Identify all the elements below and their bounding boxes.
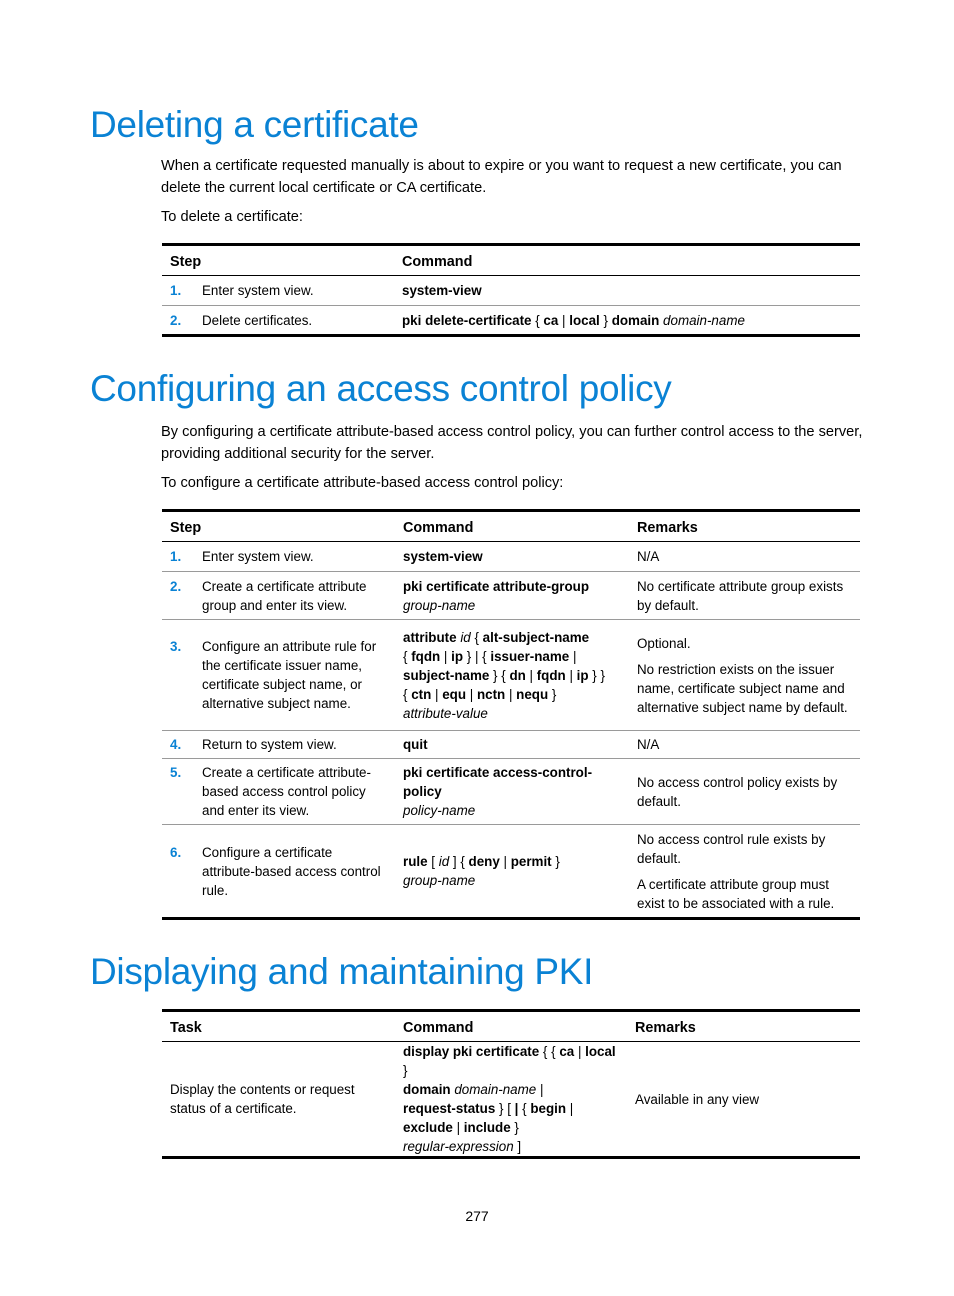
remark-line: No access control policy exists by default. bbox=[637, 774, 838, 809]
column-header-command: Command bbox=[403, 1020, 474, 1036]
command-cell: pki delete-certificate { ca | local } domain domain-name bbox=[402, 312, 745, 328]
column-header-step: Step bbox=[170, 254, 202, 270]
table-row bbox=[162, 1042, 860, 1158]
remark-line: A certificate attribute group must exist to be associated with a rule. bbox=[637, 876, 835, 911]
remarks-cell: Available in any view bbox=[635, 1091, 760, 1107]
step-number: 1. bbox=[170, 549, 182, 564]
command-cell: quit bbox=[403, 737, 428, 752]
command-cell: attribute id { alt-subject-name { fqdn | ip } | { issuer-name | subject-name } { dn | fqdn | ip } } { ctn | equ | nctn | nequ } attribute-value bbox=[403, 629, 605, 721]
step-number: 5. bbox=[170, 765, 182, 780]
section-title-access-control-policy: Configuring an access control policy bbox=[90, 368, 672, 409]
table-row bbox=[162, 276, 860, 306]
table-row bbox=[162, 759, 860, 825]
task-cell: Display the contents or request status of a certificate. bbox=[170, 1082, 355, 1116]
step-number: 2. bbox=[170, 578, 182, 594]
acp-table-body bbox=[162, 542, 860, 919]
table-row bbox=[162, 306, 860, 336]
command-cell: system-view bbox=[403, 549, 483, 564]
access-control-policy-table bbox=[162, 509, 860, 920]
remark-line: No certificate attribute group exists by default. bbox=[637, 578, 844, 613]
table-row bbox=[162, 731, 860, 759]
intro-paragraph: When a certificate requested manually is about to expire or you want to request a new certificate, you can delete the current local certificate or CA certificate. bbox=[161, 158, 842, 196]
remarks-cell bbox=[629, 759, 860, 825]
remark-line: No restriction exists on the issuer name, certificate subject name and alternative subject name by default. bbox=[637, 661, 848, 715]
step-number: 1. bbox=[170, 283, 182, 298]
remark-line: N/A bbox=[637, 549, 660, 564]
column-header-remarks: Remarks bbox=[637, 520, 698, 536]
remarks-cell bbox=[629, 731, 860, 759]
intro-paragraph: By configuring a certificate attribute-based access control policy, you can further control access to the server, providing additional security for the server. bbox=[161, 424, 863, 462]
command-cell: display pki certificate { { ca | local } domain domain-name | request-status } [ | { begin | exclude | include } regular-expression ] bbox=[403, 1044, 616, 1154]
step-number: 2. bbox=[170, 312, 182, 328]
table-row bbox=[162, 542, 860, 572]
remark-line: Optional. bbox=[637, 635, 691, 651]
remarks-cell bbox=[629, 825, 860, 919]
step-number: 6. bbox=[170, 844, 182, 860]
command-cell: pki certificate access-control-policy policy-name bbox=[403, 765, 593, 818]
table-row bbox=[162, 620, 860, 731]
column-header-command: Command bbox=[402, 254, 473, 270]
remark-line: No access control rule exists by default. bbox=[637, 831, 826, 866]
lead-paragraph: To delete a certificate: bbox=[161, 209, 303, 225]
lead-paragraph: To configure a certificate attribute-based access control policy: bbox=[161, 475, 564, 491]
command-cell: pki certificate attribute-group group-name bbox=[403, 578, 590, 613]
remarks-cell bbox=[629, 572, 860, 620]
step-text: Enter system view. bbox=[202, 283, 314, 298]
delete-certificate-table bbox=[162, 243, 860, 337]
step-text: Create a certificate attribute group and enter its view. bbox=[202, 578, 367, 613]
table-row bbox=[162, 572, 860, 620]
remarks-cell bbox=[629, 542, 860, 572]
remarks-cell bbox=[629, 620, 860, 731]
table-row bbox=[162, 825, 860, 919]
column-header-task: Task bbox=[170, 1020, 202, 1036]
step-text: Configure a certificate attribute-based access control rule. bbox=[202, 844, 381, 898]
page-number: 277 bbox=[465, 1208, 489, 1224]
command-cell: rule [ id ] { deny | permit } group-name bbox=[403, 854, 560, 888]
step-number: 3. bbox=[170, 639, 182, 654]
step-text: Delete certificates. bbox=[202, 312, 313, 328]
column-header-step: Step bbox=[170, 520, 202, 536]
column-header-remarks: Remarks bbox=[635, 1020, 696, 1036]
display-maintain-table bbox=[162, 1009, 860, 1159]
step-text: Return to system view. bbox=[202, 737, 337, 752]
command-cell: system-view bbox=[402, 283, 482, 298]
step-text: Configure an attribute rule for the certificate issuer name, certificate subject name, or alternative subject name. bbox=[202, 639, 377, 711]
step-text: Enter system view. bbox=[202, 549, 314, 564]
step-text: Create a certificate attribute-based access control policy and enter its view. bbox=[202, 765, 371, 818]
section-title-deleting-certificate: Deleting a certificate bbox=[90, 104, 419, 145]
remark-line: N/A bbox=[637, 737, 660, 752]
section-title-displaying-maintaining: Displaying and maintaining PKI bbox=[90, 951, 594, 992]
step-number: 4. bbox=[170, 737, 182, 752]
column-header-command: Command bbox=[403, 520, 474, 536]
